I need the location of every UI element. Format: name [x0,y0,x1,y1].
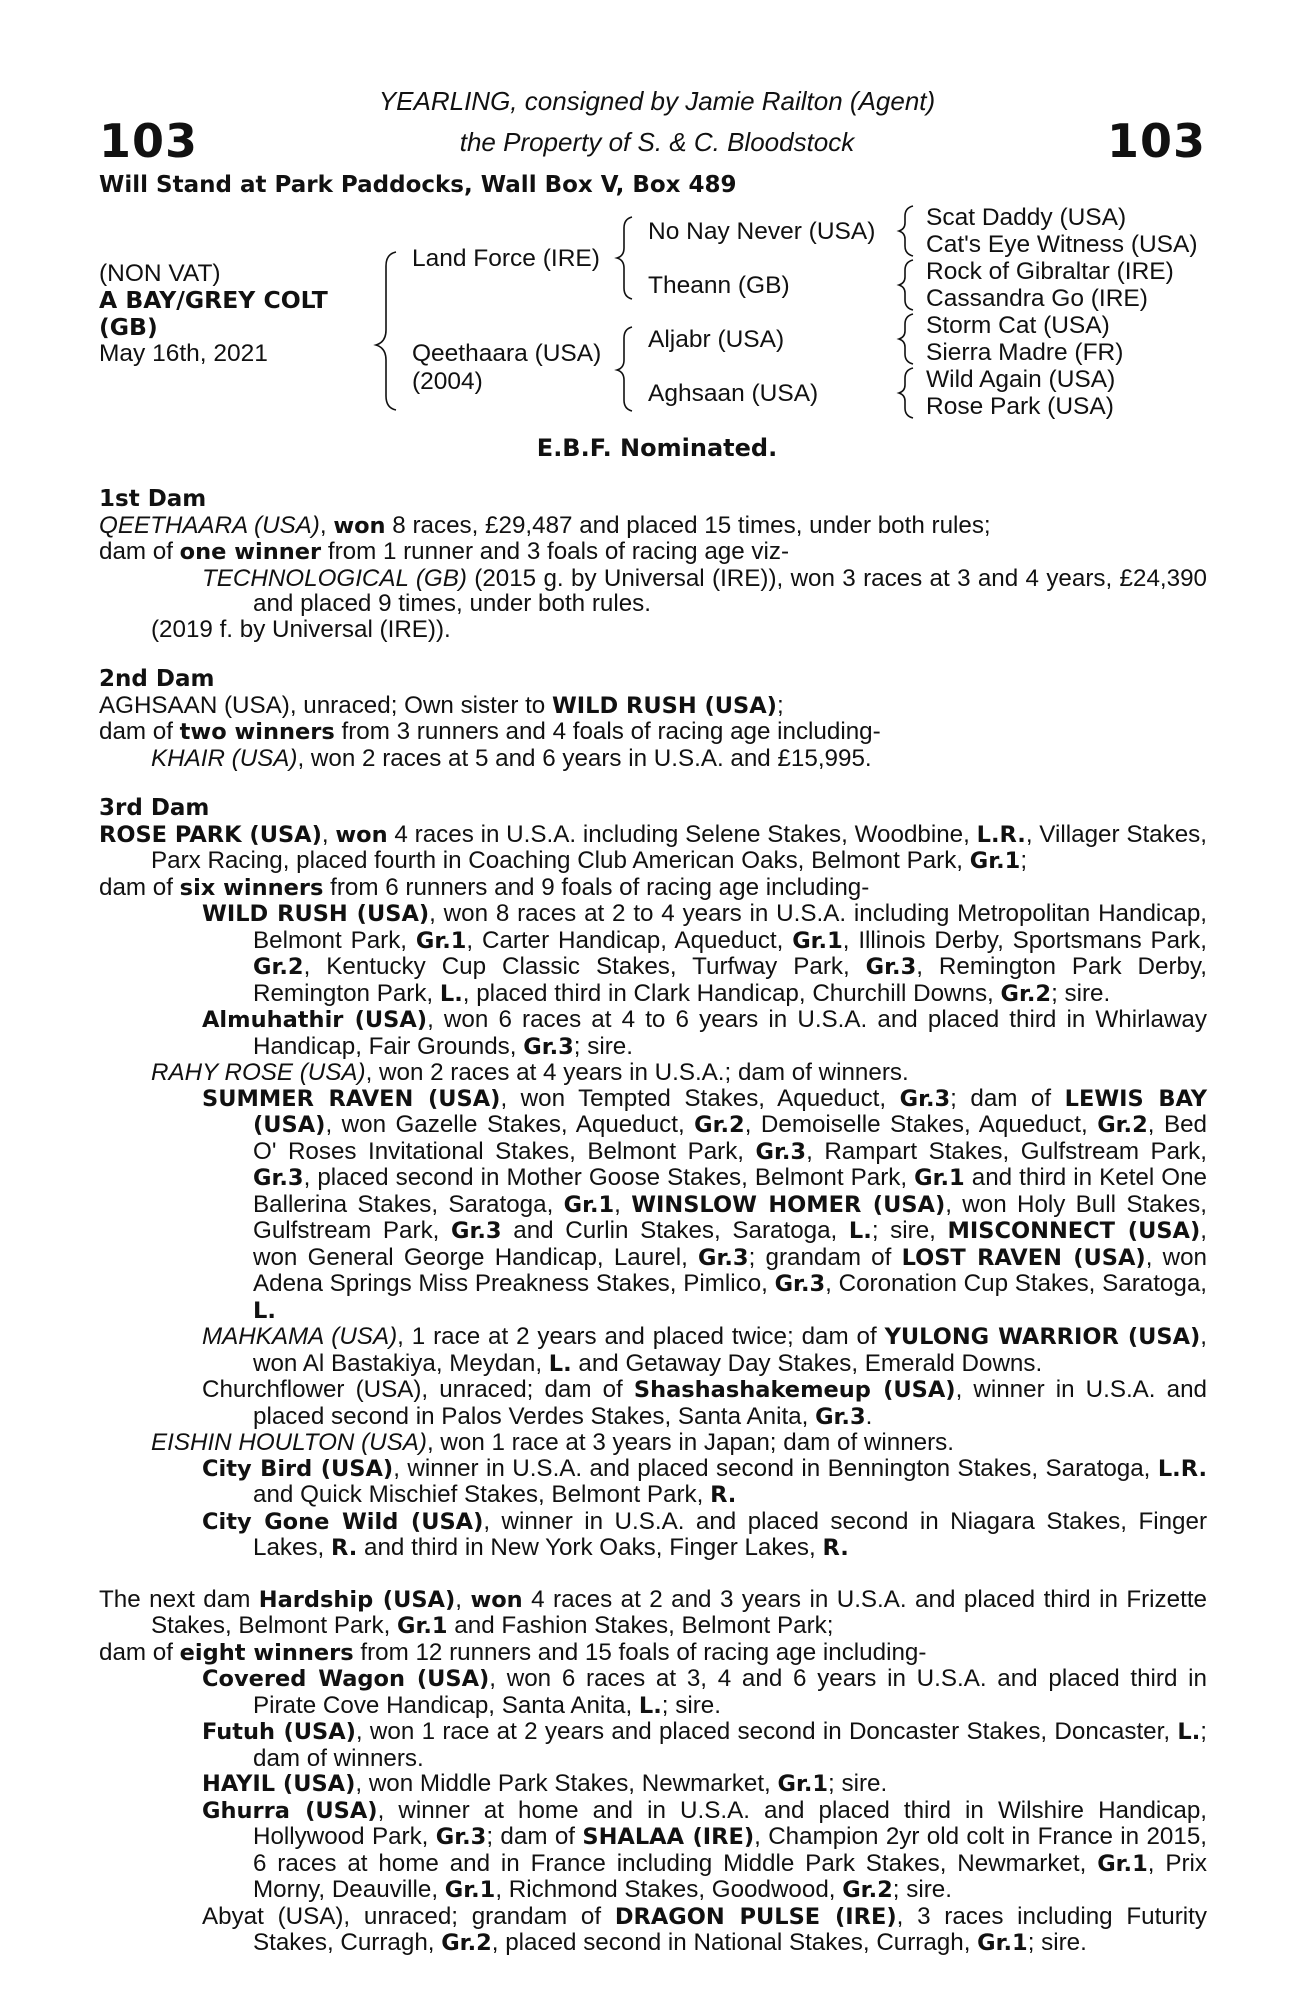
lot-description-origin: (GB) [99,313,158,341]
lot-description: A BAY/GREY COLT [99,286,328,314]
produce-ghurra: Ghurra (USA), winner at home and in U.S.A. and placed third in Wilshire Handicap, Hollywood Park, Gr.3; dam of SHALAA (IRE), Champion 2yr old colt in France in 2015, 6 races at home and in France including Middle Park Stakes, Newmarket, Gr.1, Prix Morny, Deauville, Gr.1, Richmond Stakes, Goodwood, Gr.2; sire. [202,1796,1207,1903]
property-line: the Property of S. & C. Bloodstock [459,127,855,157]
produce-mahkama: MAHKAMA (USA), 1 race at 2 years and placed twice; dam of YULONG WARRIOR (USA), won Al Bastakiya, Meydan, L. and Getaway Day Stakes, Emerald Downs. [202,1323,1208,1377]
produce-abyat: Abyat (USA), unraced; grandam of DRAGON PULSE (IRE), 3 races including Futurity Stakes, Curragh, Gr.2, placed second in National Stakes, Curragh, Gr.1; sire. [202,1902,1207,1956]
ancestor-2: Cat's Eye Witness (USA) [926,231,1198,258]
sire-sire-name: No Nay Never (USA) [648,218,876,245]
produce-hayil: HAYIL (USA), won Middle Park Stakes, Newmarket, Gr.1; sire. [202,1770,888,1797]
sire-name: Land Force (IRE) [412,245,600,272]
second-dam-produce: dam of two winners from 3 runners and 4 foals of racing age including- [99,718,881,745]
produce-rahy-rose: RAHY ROSE (USA), won 2 races at 4 years in U.S.A.; dam of winners. [151,1059,909,1086]
produce-2019-filly: (2019 f. by Universal (IRE)). [151,615,451,643]
lot-number-right: 103 [1106,114,1206,168]
produce-eishin-houlton: EISHIN HOULTON (USA), won 1 race at 3 years in Japan; dam of winners. [151,1429,954,1456]
ancestor-3: Rock of Gibraltar (IRE) [926,258,1174,285]
stand-location: Will Stand at Park Paddocks, Wall Box V, Box 489 [99,172,737,198]
dam-dam-name: Aghsaan (USA) [648,380,819,407]
dam-name: Qeethaara (USA) [412,340,602,367]
produce-khair: KHAIR (USA), won 2 races at 5 and 6 years in U.S.A. and £15,995. [151,744,872,772]
sire-dam-name: Theann (GB) [648,272,790,299]
ancestor-1: Scat Daddy (USA) [926,204,1127,231]
dam-year: (2004) [412,368,483,395]
dam-history [99,487,1207,1957]
dam-sire-name: Aljabr (USA) [648,326,785,353]
lot-number-left: 103 [99,114,199,168]
ancestor-6: Sierra Madre (FR) [926,339,1124,366]
vat-status: (NON VAT) [99,260,221,287]
ancestor-8: Rose Park (USA) [926,393,1114,420]
first-dam-heading: 1st Dam [99,486,207,512]
next-dam-produce: dam of eight winners from 12 runners and 15 foals of racing age including- [99,1638,927,1666]
produce-wild-rush: WILD RUSH (USA), won 8 races at 2 to 4 years in U.S.A. including Metropolitan Handicap, Belmont Park, Gr.1, Carter Handicap, Aqueduct, Gr.1, Illinois Derby, Sportsmans Park, Gr.2, Kentucky Cup Classic Stakes, Turfway Park, Gr.3, Remington Park Derby, Remington Park, L., placed third in Clark Handicap, Churchill Downs, Gr.2; sire. [202,900,1208,1007]
next-dam-record: The next dam Hardship (USA), won 4 races at 2 and 3 years in U.S.A. and placed third in Frizette Stakes, Belmont Park, Gr.1 and Fashion Stakes, Belmont Park; [99,1585,1207,1639]
produce-city-gone-wild: City Gone Wild (USA), winner in U.S.A. and placed second in Niagara Stakes, Finger Lakes, R. and third in New York Oaks, Finger Lakes, R. [202,1507,1208,1561]
produce-futuh: Futuh (USA), won 1 race at 2 years and placed second in Doncaster Stakes, Doncaster, L.; dam of winners. [202,1718,1207,1772]
ancestor-4: Cassandra Go (IRE) [926,285,1148,312]
produce-almuhathir: Almuhathir (USA), won 6 races at 4 to 6 years in U.S.A. and placed third in Whirlaway Handicap, Fair Grounds, Gr.3; sire. [202,1006,1207,1060]
ancestor-5: Storm Cat (USA) [926,312,1110,339]
first-dam-record: QEETHAARA (USA), won 8 races, £29,487 and placed 15 times, under both rules; [99,511,991,539]
produce-covered-wagon: Covered Wagon (USA), won 6 races at 3, 4 and 6 years in U.S.A. and placed third in Pirate Cove Handicap, Santa Anita, L.; sire. [202,1665,1207,1719]
produce-summer-raven: SUMMER RAVEN (USA), won Tempted Stakes, Aqueduct, Gr.3; dam of LEWIS BAY (USA), won Gazelle Stakes, Aqueduct, Gr.2, Demoiselle Stakes, Aqueduct, Gr.2, Bed O' Roses Invitational Stakes, Belmont Park, Gr.3, Rampart Stakes, Gulfstream Park, Gr.3, placed second in Mother Goose Stakes, Belmont Park, Gr.1 and third in Ketel One Ballerina Stakes, Saratoga, Gr.1, WINSLOW HOMER (USA), won Holy Bull Stakes, Gulfstream Park, Gr.3 and Curlin Stakes, Saratoga, L.; sire, MISCONNECT (USA), won General George Handicap, Laurel, Gr.3; grandam of LOST RAVEN (USA), won Adena Springs Miss Preakness Stakes, Pimlico, Gr.3, Coronation Cup Stakes, Saratoga, L. [202,1084,1208,1324]
third-dam-produce: dam of six winners from 6 runners and 9 foals of racing age including- [99,873,870,901]
foaling-date: May 16th, 2021 [99,340,268,367]
produce-technological: TECHNOLOGICAL (GB) (2015 g. by Universal (IRE)), won 3 races at 3 and 4 years, £24,390 and placed 9 times, under both rules. [202,564,1207,617]
produce-city-bird: City Bird (USA), winner in U.S.A. and placed second in Bennington Stakes, Saratoga, L.R. and Quick Mischief Stakes, Belmont Park, R. [202,1454,1207,1508]
second-dam-record: AGHSAAN (USA), unraced; Own sister to WILD RUSH (USA); [99,691,784,719]
third-dam-record: ROSE PARK (USA), won 4 races in U.S.A. including Selene Stakes, Woodbine, L.R., Villager Stakes, Parx Racing, placed fourth in Coaching Club American Oaks, Belmont Park, Gr.1; [99,820,1207,874]
third-dam-heading: 3rd Dam [99,795,210,821]
first-dam-produce: dam of one winner from 1 runner and 3 foals of racing age viz- [99,538,790,565]
ancestor-7: Wild Again (USA) [926,366,1116,393]
produce-churchflower: Churchflower (USA), unraced; dam of Shashashakemeup (USA), winner in U.S.A. and placed second in Palos Verdes Stakes, Santa Anita, Gr.3. [202,1376,1207,1430]
ebf-nominated: E.B.F. Nominated. [536,434,778,462]
second-dam-heading: 2nd Dam [99,666,215,692]
consignor-line: YEARLING, consigned by Jamie Railton (Agent) [378,86,936,116]
